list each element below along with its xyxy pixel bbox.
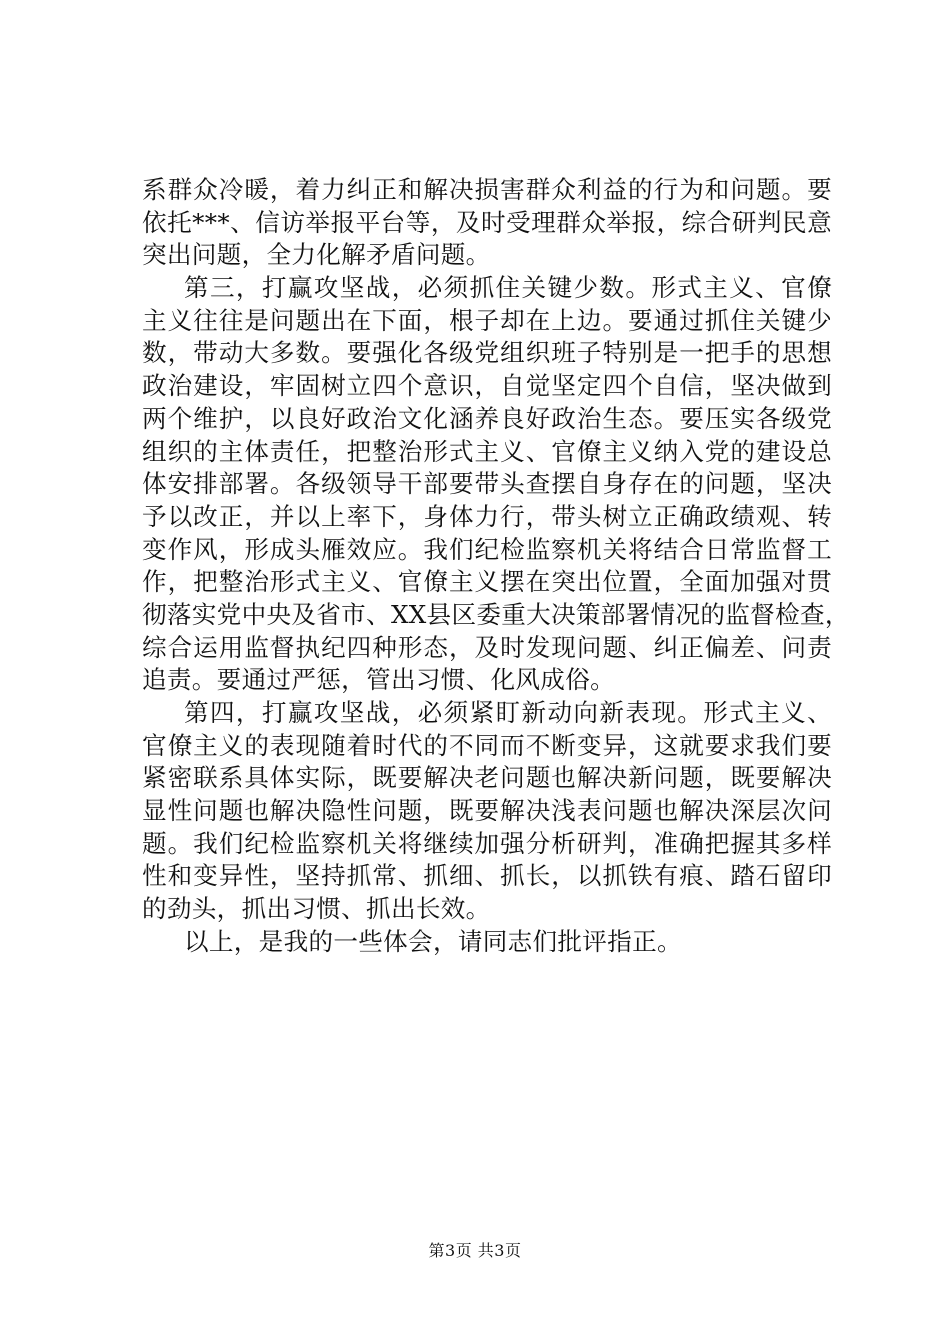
text-line: 主义往往是问题出在下面，根子却在上边。要通过抓住关键少 xyxy=(142,305,832,335)
text-line: 依托***、信访举报平台等，及时受理群众举报，综合研判民意 xyxy=(142,207,832,237)
text-line: 体安排部署。各级领导干部要带头查摆自身存在的问题，坚决 xyxy=(142,469,832,499)
text-line: 作，把整治形式主义、官僚主义摆在突出位置，全面加强对贯 xyxy=(142,567,832,597)
text-line: 官僚主义的表现随着时代的不同而不断变异，这就要求我们要 xyxy=(142,730,832,760)
text-line: 两个维护，以良好政治文化涵养良好政治生态。要压实各级党 xyxy=(142,403,832,433)
page-footer: 第3页 共3页 xyxy=(428,1241,522,1260)
text-line: 数，带动大多数。要强化各级党组织班子特别是一把手的思想 xyxy=(142,338,832,368)
text-line: 显性问题也解决隐性问题，既要解决浅表问题也解决深层次问 xyxy=(142,796,832,826)
text-line: 突出问题，全力化解矛盾问题。 xyxy=(142,240,491,270)
text-line: 政治建设，牢固树立四个意识，自觉坚定四个自信，坚决做到 xyxy=(142,371,832,401)
text-line: 题。我们纪检监察机关将继续加强分析研判，准确把握其多样 xyxy=(142,828,832,858)
text-line: 追责。要通过严惩，管出习惯、化风成俗。 xyxy=(142,665,615,695)
text-line: 系群众冷暖，着力纠正和解决损害群众利益的行为和问题。要 xyxy=(142,175,832,204)
text-line: 综合运用监督执纪四种形态，及时发现问题、纠正偏差、问责 xyxy=(142,632,832,662)
text-line: 紧密联系具体实际，既要解决老问题也解决新问题，既要解决 xyxy=(142,763,832,793)
document-body xyxy=(142,174,850,959)
text-line: 第四，打赢攻坚战，必须紧盯新动向新表现。形式主义、 xyxy=(184,698,832,727)
text-line: 组织的主体责任，把整治形式主义、官僚主义纳入党的建设总 xyxy=(142,436,832,466)
text-line: 彻落实党中央及省市、XX县区委重大决策部署情况的监督检查， xyxy=(142,599,850,629)
text-line: 性和变异性，坚持抓常、抓细、抓长，以抓铁有痕、踏石留印 xyxy=(142,861,832,891)
text-line: 予以改正，并以上率下，身体力行，带头树立正确政绩观、转 xyxy=(142,501,832,531)
text-line: 第三，打赢攻坚战，必须抓住关键少数。形式主义、官僚 xyxy=(184,273,832,303)
text-line: 的劲头，抓出习惯、抓出长效。 xyxy=(142,894,491,924)
text-line: 变作风，形成头雁效应。我们纪检监察机关将结合日常监督工 xyxy=(142,534,832,564)
text-line: 以上，是我的一些体会，请同志们批评指正。 xyxy=(184,926,682,956)
